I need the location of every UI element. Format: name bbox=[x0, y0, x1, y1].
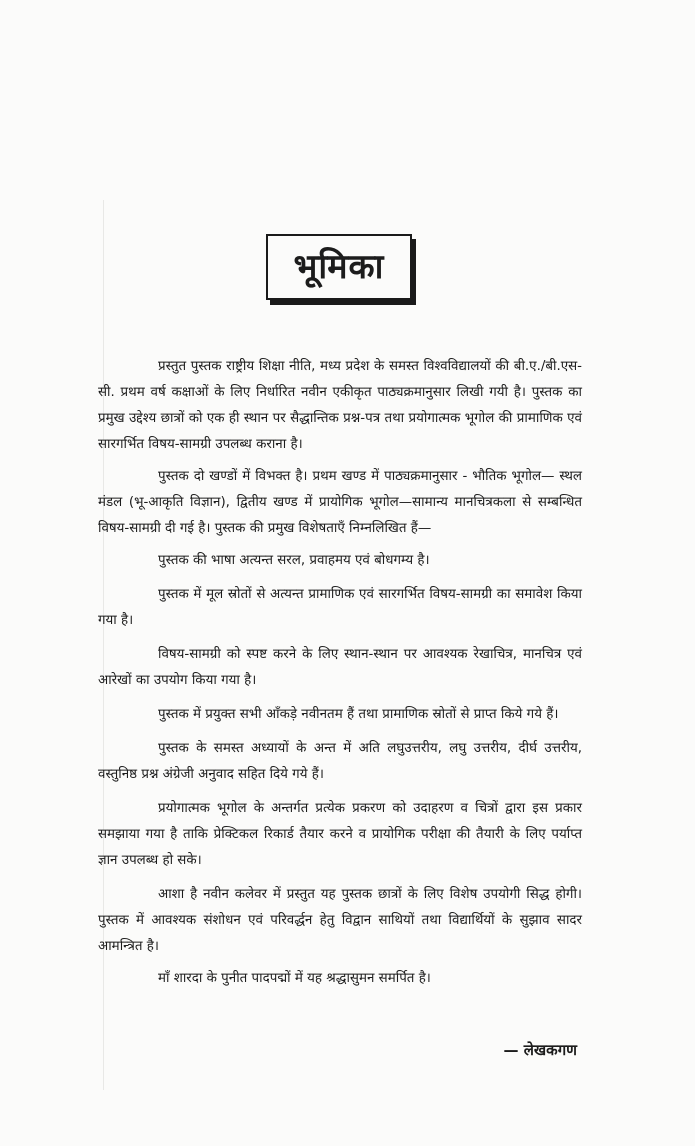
author-signature: — लेखकगण bbox=[503, 1041, 577, 1059]
title-box bbox=[266, 234, 412, 300]
feature-item-6: प्रयोगात्मक भूगोल के अन्तर्गत प्रत्येक प्रकरण को उदाहरण व चित्रों द्वारा इस प्रकार समझाया गया है ताकि प्रेक्टिकल रिकार्ड तैयार करने व प्रायोगिक परीक्षा की तैयारी के लिए पर्याप्त ज्ञान उपलब्ध हो सके। bbox=[98, 801, 582, 868]
feature-item-1: पुस्तक की भाषा अत्यन्त सरल, प्रवाहमय एवं बोधगम्य है। bbox=[158, 553, 430, 568]
feature-item-4: पुस्तक में प्रयुक्त सभी आँकड़े नवीनतम हैं तथा प्रामाणिक स्रोतों से प्राप्त किये गये हैं। bbox=[158, 707, 559, 722]
intro-paragraph-1: प्रस्तुत पुस्तक राष्ट्रीय शिक्षा नीति, मध्य प्रदेश के समस्त विश्वविद्यालयों की बी.ए./बी.एस-सी. प्रथम वर्ष कक्षाओं के लिए निर्धारित नवीन एकीकृत पाठ्यक्रमानुसार लिखी गयी है। पुस्तक का प्रमुख उद्देश्य छात्रों को एक ही स्थान पर सैद्धान्तिक प्रश्न-पत्र तथा प्रयोगात्मक भूगोल की प्रामाणिक एवं सारगर्भित विषय-सामग्री उपलब्ध कराना है। bbox=[98, 359, 582, 452]
feature-item-2: पुस्तक में मूल स्रोतों से अत्यन्त प्रामाणिक एवं सारगर्भित विषय-सामग्री का समावेश किया गया है। bbox=[98, 587, 582, 628]
page-title: भूमिका bbox=[293, 247, 385, 287]
feature-item-5: पुस्तक के समस्त अध्यायों के अन्त में अति लघुउत्तरीय, लघु उत्तरीय, दीर्घ उत्तरीय, वस्तुनिष्ठ प्रश्न अंग्रेजी अनुवाद सहित दिये गये हैं। bbox=[98, 741, 582, 782]
closing-paragraph: आशा है नवीन कलेवर में प्रस्तुत यह पुस्तक छात्रों के लिए विशेष उपयोगी सिद्ध होगी। पुस्तक में आवश्यक संशोधन एवं परिवर्द्धन हेतु विद्वान साथियों तथा विद्यार्थियों के सुझाव सादर आमन्त्रित है। bbox=[98, 887, 582, 954]
preface-body bbox=[98, 354, 582, 992]
feature-item-3: विषय-सामग्री को स्पष्ट करने के लिए स्थान-स्थान पर आवश्यक रेखाचित्र, मानचित्र एवं आरेखों का उपयोग किया गया है। bbox=[98, 647, 582, 688]
dedication-line: माँ शारदा के पुनीत पादपद्मों में यह श्रद्धासुमन समर्पित है। bbox=[158, 971, 431, 986]
intro-paragraph-2: पुस्तक दो खण्डों में विभक्त है। प्रथम खण्ड में पाठ्यक्रमानुसार - भौतिक भूगोल— स्थल मंडल (भू-आकृति विज्ञान), द्वितीय खण्ड में प्रायोगिक भूगोल—सामान्य मानचित्रकला से सम्बन्धित विषय-सामग्री दी गई है। पुस्तक की प्रमुख विशेषताएँ निम्नलिखित हैं— bbox=[98, 469, 582, 536]
